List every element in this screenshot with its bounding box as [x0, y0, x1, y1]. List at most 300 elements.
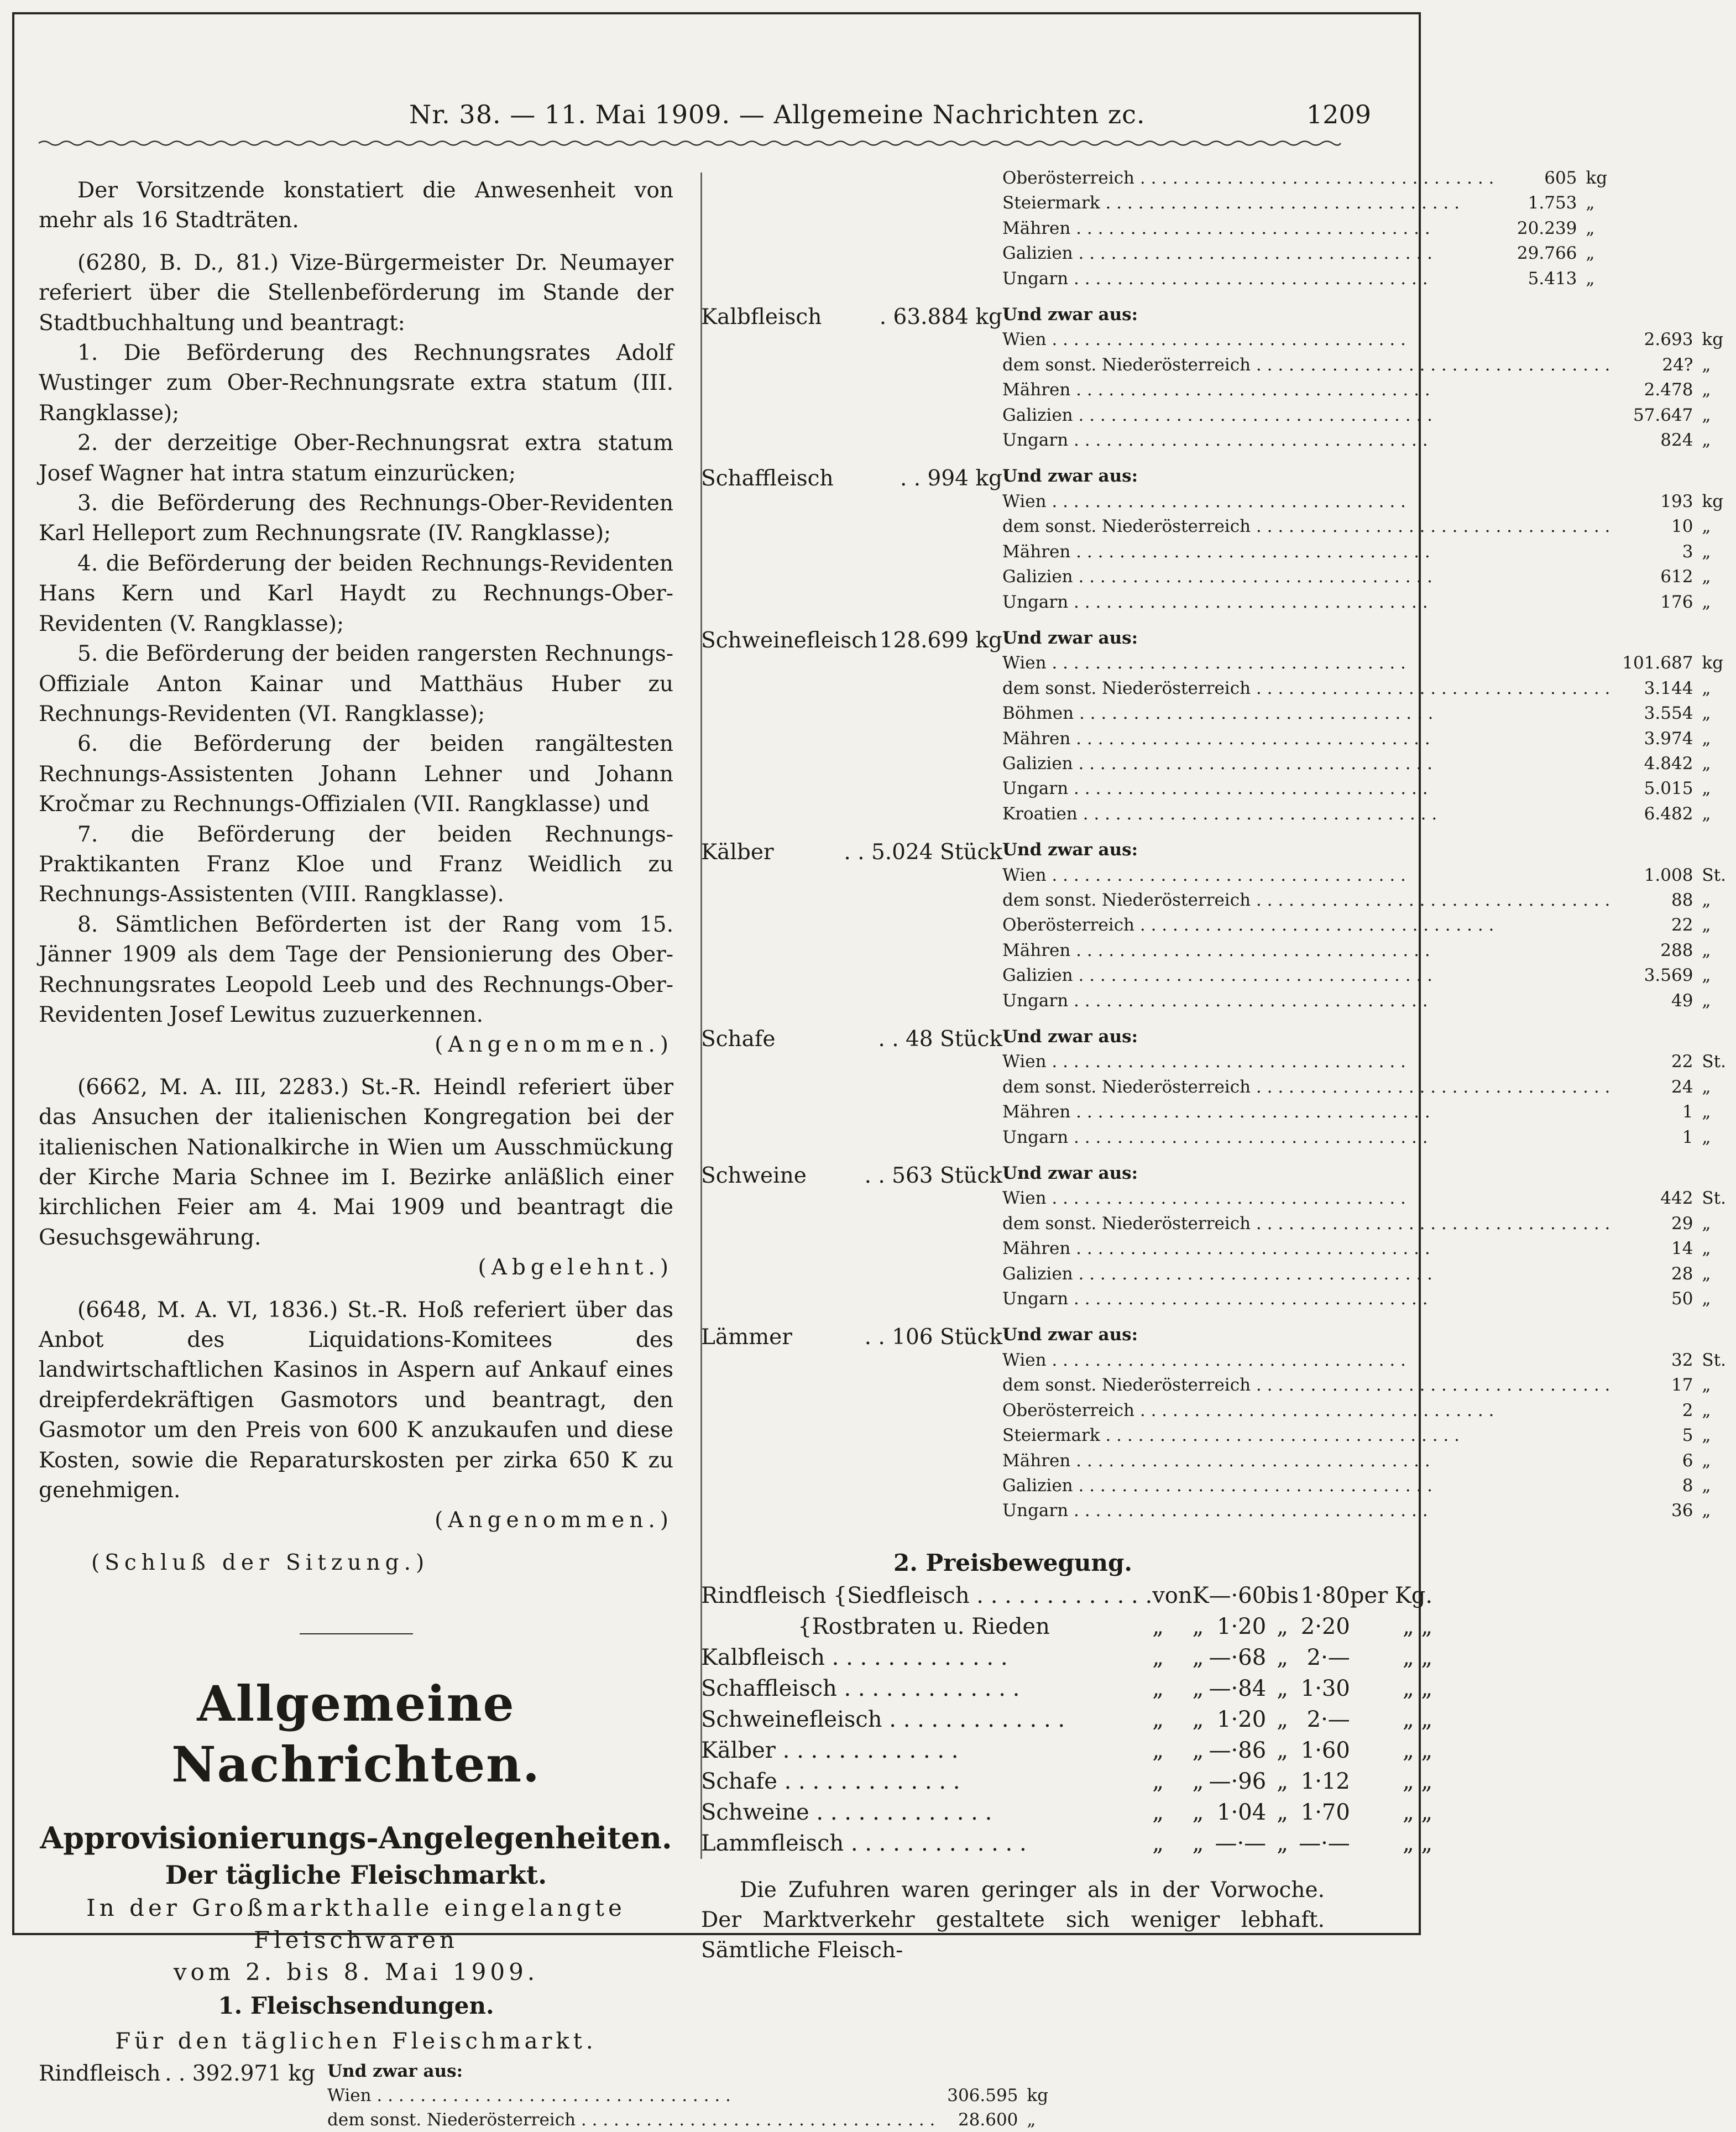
shipment-groups — [701, 302, 1726, 1524]
und-zwar-label: Und zwar aus: — [1002, 1163, 1138, 1184]
price-row — [701, 1642, 1432, 1673]
origin-value: 17 — [1671, 1375, 1693, 1396]
price-bis: „ — [1277, 1706, 1288, 1732]
paragraph-heindl: (6662, M. A. III, 2283.) St.-R. Heindl referiert über das Ansuchen der italienischen Kongregation bei der italienischen Nationalkirche in Wien um Ausschmückung der Kirche Maria Schnee im I. Bezirke anläßlich einer kirchlichen Feier am 4. Mai 1909 und beantragt die Gesuchsgewährung. — [39, 1074, 673, 1250]
origin-unit: „ — [1702, 753, 1711, 774]
origin-unit: „ — [1702, 1475, 1711, 1496]
price-item: Kalbfleisch — [701, 1644, 825, 1670]
group-label: Rindfleisch — [39, 2061, 161, 2087]
price-max: 2·20 — [1300, 1613, 1350, 1639]
origin-row: Galizien . . . 29.766 „ — [1002, 241, 1620, 266]
market-title: Der tägliche Fleischmarkt. — [165, 1860, 547, 1890]
origin-row — [1002, 963, 1736, 988]
price-bis: „ — [1277, 1675, 1288, 1701]
shipment-group — [701, 626, 1724, 827]
origin-row — [1002, 1049, 1736, 1074]
price-item: Schweinefleisch — [701, 1706, 882, 1732]
origin-value: 1 — [1682, 1102, 1693, 1122]
price-von: „ — [1152, 1675, 1164, 1701]
origin-unit: „ — [1702, 405, 1711, 425]
price-min: 1·20 — [1217, 1706, 1267, 1732]
paragraph-item-8: 8. Sämtlichen Beförderten ist der Rang vom 15. Jänner 1909 als dem Tage der Pensionierung des Ober-Rechnungsrates Leopold Leeb und des Rechnungs-Ober-Revidenten Josef Lewitus zuzuerkennen. — [39, 912, 673, 1027]
origin-name: Kroatien . . . — [1002, 802, 1610, 827]
origin-name: dem sonst. Niederösterreich . . . — [1002, 888, 1610, 913]
price-von: „ — [1152, 1830, 1164, 1856]
origin-unit: „ — [1702, 541, 1711, 562]
session-closing: (Schluß der Sitzung.) — [91, 1550, 430, 1575]
origin-row — [1002, 403, 1736, 428]
price-row — [701, 1580, 1432, 1611]
origin-unit: kg — [1702, 491, 1724, 511]
und-zwar-label: Und zwar aus: — [1002, 1325, 1138, 1345]
origin-row — [1002, 540, 1736, 565]
price-von: „ — [1152, 1706, 1164, 1732]
origin-unit: „ — [1702, 1501, 1711, 1521]
paragraph-item-3: 3. die Beförderung des Rechnungs-Ober-Revidenten Karl Helleport zum Rechnungsrate (IV. Rangklasse); — [39, 491, 673, 546]
origin-name: dem sonst. Niederösterreich . . . — [1002, 676, 1610, 701]
und-zwar-label: Und zwar aus: — [1002, 466, 1138, 487]
origin-value: 5 — [1682, 1425, 1693, 1446]
page-number: 1209 — [1306, 100, 1371, 129]
remark-angenommen-2: (Angenommen.) — [435, 1508, 673, 1533]
origin-name: Oberösterreich . . . — [1002, 1398, 1610, 1423]
group-quantity: . . 392.971 kg — [165, 2061, 315, 2087]
origin-value: 442 — [1660, 1188, 1693, 1209]
price-item: Schweine — [701, 1799, 809, 1825]
paragraph-hoss: (6648, M. A. VI, 1836.) St.-R. Hoß referiert über das Anbot des Liquidations-Komitees des landwirtschaftlichen Kasinos in Aspern auf Ankauf eines dreipferdekräftigen Gasmotors und beantragt, den Gasmotor um den Preis von 600 K anzukaufen und diese Kosten, sowie die Reparaturskosten per zirka 650 K zu genehmigen. — [39, 1297, 673, 1503]
intro-line-2: vom 2. bis 8. Mai 1909. — [173, 1958, 539, 1986]
origin-row — [1002, 1100, 1736, 1125]
origin-value: 24 — [1671, 1077, 1693, 1097]
group-rindfleisch — [39, 2059, 1049, 2132]
price-currency: „ — [1192, 1644, 1204, 1670]
origin-unit: St. — [1702, 1350, 1726, 1370]
price-per: „ „ — [1402, 1830, 1433, 1856]
origin-row: Ungarn . . . 5.413 „ — [1002, 266, 1620, 291]
origin-value: 3.569 — [1644, 965, 1693, 986]
origin-name: dem sonst. Niederösterreich . . . — [1002, 1075, 1610, 1100]
origin-name: dem sonst. Niederösterreich . . . — [1002, 353, 1610, 378]
origin-value: 2 — [1682, 1400, 1693, 1420]
origin-name: dem sonst. Niederösterreich . . . — [1002, 1373, 1610, 1398]
origin-name: Ungarn . . . — [1002, 1125, 1610, 1150]
price-currency: K — [1192, 1582, 1209, 1608]
price-min: —·84 — [1209, 1675, 1267, 1701]
price-currency: „ — [1192, 1830, 1204, 1856]
group-label: Schweine — [701, 1163, 807, 1189]
origin-value: 49 — [1671, 990, 1693, 1011]
origin-unit: St. — [1702, 1188, 1726, 1209]
price-von: „ — [1152, 1799, 1164, 1825]
origin-value: 176 — [1660, 592, 1693, 612]
group-quantity: . . 48 Stück — [878, 1027, 1002, 1052]
remark-abgelehnt: (Abgelehnt.) — [478, 1255, 673, 1281]
origin-unit: „ — [1702, 1239, 1711, 1259]
origin-row — [1002, 676, 1736, 701]
origin-value: 4.842 — [1644, 753, 1693, 774]
origin-value: 1.008 — [1644, 865, 1693, 885]
origin-row: Oberösterreich . . . 605 kg — [1002, 166, 1620, 191]
origin-value: 3 — [1682, 541, 1693, 562]
origin-unit: „ — [1702, 703, 1711, 724]
origin-row — [1002, 1211, 1736, 1236]
origin-row — [1002, 489, 1736, 514]
group-quantity: . . 5.024 Stück — [844, 840, 1002, 865]
origin-row — [1002, 863, 1736, 888]
origin-row — [1002, 1075, 1736, 1100]
origin-unit: „ — [1702, 890, 1711, 910]
price-bis: „ — [1277, 1644, 1288, 1670]
origin-unit: „ — [1702, 1289, 1711, 1309]
origin-value: 24? — [1662, 354, 1693, 375]
origin-value: 3.974 — [1644, 728, 1693, 749]
origin-name: Mähren . . . — [1002, 378, 1610, 403]
origin-name: Ungarn . . . — [1002, 776, 1610, 801]
section-title: Allgemeine Nachrichten. — [171, 1675, 541, 1794]
origin-row — [1002, 701, 1736, 726]
origin-row — [1002, 802, 1736, 827]
origin-unit: „ — [1702, 380, 1711, 400]
origin-name: Ungarn . . . — [1002, 428, 1610, 453]
origin-name: Ungarn . . . — [1002, 989, 1610, 1013]
daily-market-heading: Für den täglichen Fleischmarkt. — [115, 2029, 597, 2055]
section-rule — [300, 1633, 413, 1634]
origin-unit: „ — [1702, 965, 1711, 986]
origin-unit: „ — [1702, 1127, 1711, 1147]
origin-name: Wien . . . — [1002, 327, 1610, 352]
origin-unit: „ — [1702, 915, 1711, 936]
price-per: „ „ — [1402, 1613, 1433, 1639]
price-item: Rindfleisch {Siedfleisch — [701, 1582, 970, 1608]
origin-unit: „ — [1702, 1102, 1711, 1122]
origin-value: 57.647 — [1633, 405, 1693, 425]
origin-value: 10 — [1671, 516, 1693, 537]
price-bis: „ — [1277, 1799, 1288, 1825]
price-min: 1·20 — [1217, 1613, 1267, 1639]
origin-row — [1002, 378, 1736, 403]
price-min: —·68 — [1209, 1644, 1267, 1670]
group-rindfleisch-continued — [701, 166, 1608, 291]
origin-row — [1002, 428, 1736, 453]
origin-name: Böhmen . . . — [1002, 701, 1610, 726]
origin-name: Mähren . . . — [1002, 938, 1610, 963]
origin-unit: „ — [1702, 1077, 1711, 1097]
origin-row — [1002, 353, 1736, 378]
origin-name: Wien . . . — [1002, 651, 1610, 676]
origin-name: Galizien . . . — [1002, 751, 1610, 776]
price-bis: „ — [1277, 1737, 1288, 1763]
group-quantity: . . 106 Stück — [864, 1325, 1002, 1350]
origin-unit: „ — [1702, 1425, 1711, 1446]
origin-unit: „ — [1702, 678, 1711, 698]
origin-row — [1002, 327, 1736, 352]
price-min: —·86 — [1209, 1737, 1267, 1763]
price-item: Schafe — [701, 1768, 777, 1794]
price-bis: „ — [1277, 1613, 1288, 1639]
origin-unit: „ — [1702, 430, 1711, 451]
origin-row — [1002, 1498, 1736, 1523]
origin-value: 6 — [1682, 1450, 1693, 1471]
und-zwar-label: Und zwar aus: — [1002, 1027, 1138, 1047]
price-von: „ — [1152, 1644, 1164, 1670]
origin-name: Ungarn . . . — [1002, 1498, 1610, 1523]
paragraph-item-5: 5. die Beförderung der beiden rangersten Rechnungs-Offiziale Anton Kainar und Matthäus Huber zu Rechnungs-Revidenten (VI. Rangklasse); — [39, 641, 673, 727]
remark-angenommen-1: (Angenommen.) — [435, 1032, 673, 1058]
origin-unit: „ — [1702, 567, 1711, 587]
price-currency: „ — [1192, 1675, 1204, 1701]
group-quantity: . 63.884 kg — [879, 305, 1002, 330]
origin-unit: „ — [1702, 940, 1711, 960]
price-currency: „ — [1192, 1768, 1204, 1794]
origin-unit: kg — [1702, 653, 1724, 673]
origin-row — [1002, 1287, 1736, 1311]
price-row — [701, 1735, 1432, 1766]
price-von: „ — [1152, 1613, 1164, 1639]
price-max: 2·— — [1306, 1644, 1350, 1670]
origin-value: 3.144 — [1644, 678, 1693, 698]
origin-name: dem sonst. Niederösterreich . . . — [1002, 514, 1610, 539]
shipments-heading: 1. Fleischsendungen. — [218, 1992, 494, 2020]
origin-unit: „ — [1702, 592, 1711, 612]
intro-line-1: In der Großmarkthalle eingelangte Fleischwaren — [86, 1894, 626, 1954]
price-per: „ „ — [1402, 1799, 1433, 1825]
price-max: —·— — [1299, 1830, 1350, 1856]
origin-row — [1002, 1262, 1736, 1287]
origin-row: Wien . . . 306.595 kg — [327, 2083, 1061, 2108]
origin-unit: „ — [1702, 1450, 1711, 1471]
origin-value: 612 — [1660, 567, 1693, 587]
paragraph-neumayer: (6280, B. D., 81.) Vize-Bürgermeister Dr. Neumayer referiert über die Stellenbeförderung im Stande der Stadtbuchhaltung und beantragt: — [39, 250, 673, 336]
origin-row — [1002, 888, 1736, 913]
origin-value: 22 — [1671, 1052, 1693, 1072]
origin-name: Oberösterreich . . . — [1002, 913, 1610, 938]
origin-value: 22 — [1671, 915, 1693, 936]
origin-value: 32 — [1671, 1350, 1693, 1370]
price-max: 1·60 — [1300, 1737, 1350, 1763]
price-bis: „ — [1277, 1830, 1288, 1856]
price-row — [701, 1828, 1432, 1859]
origin-row — [1002, 651, 1736, 676]
shipment-group — [701, 464, 1724, 614]
origin-value: 8 — [1682, 1475, 1693, 1496]
origin-unit: „ — [1702, 778, 1711, 799]
origin-row: Mähren . . . 20.239 „ — [1002, 216, 1620, 241]
und-zwar-label: Und zwar aus: — [1002, 628, 1138, 648]
price-min: —·— — [1215, 1830, 1267, 1856]
group-label: Lämmer — [701, 1325, 792, 1350]
origin-value: 29 — [1671, 1213, 1693, 1234]
origin-value: 193 — [1660, 491, 1693, 511]
group-quantity: . . 563 Stück — [864, 1163, 1002, 1189]
price-max: 1·70 — [1300, 1799, 1350, 1825]
price-per: „ „ — [1402, 1706, 1433, 1732]
origin-row — [1002, 751, 1736, 776]
origin-row — [1002, 776, 1736, 801]
origin-row — [1002, 514, 1736, 539]
price-item: Kälber — [701, 1737, 776, 1763]
origin-value: 2.693 — [1644, 330, 1693, 350]
subsection-title: Approvisionierungs-Angelegenheiten. — [40, 1820, 672, 1856]
und-zwar-label: Und zwar aus: — [327, 2061, 463, 2082]
origin-name: Galizien . . . — [1002, 565, 1610, 589]
origin-unit: „ — [1702, 516, 1711, 537]
origin-name: Wien . . . — [1002, 1049, 1610, 1074]
origin-row: Steiermark . . . 1.753 „ — [1002, 191, 1620, 216]
price-max: 1·30 — [1300, 1675, 1350, 1701]
price-von: „ — [1152, 1737, 1164, 1763]
origin-value: 101.687 — [1622, 653, 1693, 673]
origin-name: Mähren . . . — [1002, 540, 1610, 565]
paragraph-item-4: 4. die Beförderung der beiden Rechnungs-Revidenten Hans Kern und Karl Haydt zu Rechnungs-Ober-Revidenten (V. Rangklasse); — [39, 551, 673, 636]
group-label: Schafe — [701, 1027, 776, 1052]
origin-row — [1002, 1125, 1736, 1150]
shipment-group — [701, 1323, 1726, 1523]
origin-name: dem sonst. Niederösterreich . . . — [1002, 1211, 1610, 1236]
origin-name: Wien . . . — [1002, 863, 1610, 888]
origin-value: 1 — [1682, 1127, 1693, 1147]
origin-name: Galizien . . . — [1002, 963, 1610, 988]
shipment-group — [701, 302, 1724, 453]
origin-unit: St. — [1702, 865, 1726, 885]
origin-row — [1002, 1348, 1736, 1373]
origin-unit: „ — [1702, 990, 1711, 1011]
origin-row — [1002, 590, 1736, 615]
price-bis: „ — [1277, 1768, 1288, 1794]
header-title: Nr. 38. — 11. Mai 1909. — Allgemeine Nachrichten zc. — [409, 100, 1146, 129]
closing-paragraph: Die Zufuhren waren geringer als in der Vorwoche. Der Marktverkehr gestaltete sich weniger lebhaft. Sämtliche Fleisch- — [701, 1877, 1325, 1963]
origin-row — [1002, 1236, 1736, 1261]
origin-unit: kg — [1702, 330, 1724, 350]
origin-name: Galizien . . . — [1002, 403, 1610, 428]
price-item: Schaffleisch — [701, 1675, 837, 1701]
origin-value: 5.015 — [1644, 778, 1693, 799]
price-row — [701, 1704, 1432, 1735]
origin-name: Ungarn . . . — [1002, 590, 1610, 615]
price-per: „ „ — [1402, 1768, 1433, 1794]
shipment-group — [701, 838, 1726, 1013]
price-per: „ „ — [1402, 1675, 1433, 1701]
price-min: —·60 — [1209, 1582, 1267, 1608]
origin-row — [1002, 913, 1736, 938]
origin-row: dem sonst. Niederösterreich . . . 28.600 „ — [327, 2108, 1061, 2132]
price-row — [701, 1673, 1432, 1704]
paragraph-presiding: Der Vorsitzende konstatiert die Anwesenheit von mehr als 16 Stadträten. — [39, 178, 673, 233]
price-min: —·96 — [1209, 1768, 1267, 1794]
price-per: „ „ — [1402, 1737, 1433, 1763]
origin-value: 2.478 — [1644, 380, 1693, 400]
group-label: Schaffleisch — [701, 466, 834, 492]
origin-name: Ungarn . . . — [1002, 1287, 1610, 1311]
price-max: 1·12 — [1300, 1768, 1350, 1794]
shipment-group — [701, 1161, 1726, 1311]
paragraph-item-2: 2. der derzeitige Ober-Rechnungsrat extra statum Josef Wagner hat intra statum einzurücken; — [39, 431, 673, 486]
origin-name: Wien . . . — [1002, 1348, 1610, 1373]
header-wavy-rule — [39, 139, 1341, 147]
origin-name: Mähren . . . — [1002, 1100, 1610, 1125]
origin-value: 288 — [1660, 940, 1693, 960]
price-von: von — [1152, 1582, 1193, 1608]
price-row — [701, 1797, 1432, 1828]
origin-value: 36 — [1671, 1501, 1693, 1521]
group-quantity: . . 994 kg — [900, 466, 1002, 492]
price-currency: „ — [1192, 1799, 1204, 1825]
origin-name: Galizien . . . — [1002, 1473, 1610, 1498]
origin-unit: „ — [1702, 1213, 1711, 1234]
origin-value: 50 — [1671, 1289, 1693, 1309]
origin-name: Mähren . . . — [1002, 727, 1610, 751]
origin-name: Wien . . . — [1002, 489, 1610, 514]
origin-row — [1002, 1186, 1736, 1211]
price-item: Lammfleisch — [701, 1830, 844, 1856]
und-zwar-label: Und zwar aus: — [1002, 840, 1138, 860]
price-bis: bis — [1266, 1582, 1299, 1608]
paragraph-item-6: 6. die Beförderung der beiden rangältesten Rechnungs-Assistenten Johann Lehner und Johann Kročmar zu Rechnungs-Offizialen (VII. Rangklasse) und — [39, 731, 673, 817]
paragraph-item-7: 7. die Beförderung der beiden Rechnungs-Praktikanten Franz Kloe und Franz Weidlich zu Rechnungs-Assistenten (VIII. Rangklasse). — [39, 822, 673, 907]
price-max: 1·80 — [1300, 1582, 1350, 1608]
origin-unit: „ — [1702, 1263, 1711, 1284]
price-max: 2·— — [1306, 1706, 1350, 1732]
price-table — [701, 1580, 1432, 1859]
origin-row — [1002, 1373, 1736, 1398]
origin-row — [1002, 989, 1736, 1013]
price-item: {Rostbraten u. Rieden — [798, 1613, 1050, 1639]
paragraph-item-1: 1. Die Beförderung des Rechnungsrates Adolf Wustinger zum Ober-Rechnungsrate extra statum (III. Rangklasse); — [39, 341, 673, 426]
origin-row — [1002, 727, 1736, 751]
origin-name: Mähren . . . — [1002, 1236, 1610, 1261]
origin-value: 88 — [1671, 890, 1693, 910]
origin-unit: „ — [1702, 1375, 1711, 1396]
group-quantity: 128.699 kg — [879, 628, 1002, 653]
price-heading: 2. Preisbewegung. — [893, 1549, 1132, 1576]
price-row — [701, 1611, 1432, 1642]
origin-row — [1002, 1449, 1736, 1473]
origin-unit: St. — [1702, 1052, 1726, 1072]
origin-name: Steiermark . . . — [1002, 1423, 1610, 1448]
origin-row — [1002, 938, 1736, 963]
origin-value: 28 — [1671, 1263, 1693, 1284]
origin-unit: „ — [1702, 803, 1711, 824]
price-min: 1·04 — [1217, 1799, 1267, 1825]
origin-unit: „ — [1702, 354, 1711, 375]
group-label: Schweinefleisch — [701, 628, 878, 653]
origin-value: 824 — [1660, 430, 1693, 451]
origin-unit: „ — [1702, 728, 1711, 749]
group-label: Kalbfleisch — [701, 305, 822, 330]
origin-row — [1002, 565, 1736, 589]
price-von: „ — [1152, 1768, 1164, 1794]
origin-name: Galizien . . . — [1002, 1262, 1610, 1287]
price-per: „ „ — [1402, 1644, 1433, 1670]
right-column — [701, 166, 1726, 1966]
origin-row — [1002, 1423, 1736, 1448]
price-row — [701, 1766, 1432, 1797]
price-per: per Kg. — [1350, 1582, 1433, 1608]
shipment-group — [701, 1025, 1726, 1150]
origin-row — [1002, 1398, 1736, 1423]
price-currency: „ — [1192, 1737, 1204, 1763]
origin-value: 3.554 — [1644, 703, 1693, 724]
origin-value: 14 — [1671, 1239, 1693, 1259]
origin-unit: „ — [1702, 1400, 1711, 1420]
origin-value: 6.482 — [1644, 803, 1693, 824]
und-zwar-label: Und zwar aus: — [1002, 305, 1138, 325]
origin-name: Wien . . . — [1002, 1186, 1610, 1211]
price-currency: „ — [1192, 1706, 1204, 1732]
price-currency: „ — [1192, 1613, 1204, 1639]
origin-name: Mähren . . . — [1002, 1449, 1610, 1473]
origin-row — [1002, 1473, 1736, 1498]
group-label: Kälber — [701, 840, 774, 865]
